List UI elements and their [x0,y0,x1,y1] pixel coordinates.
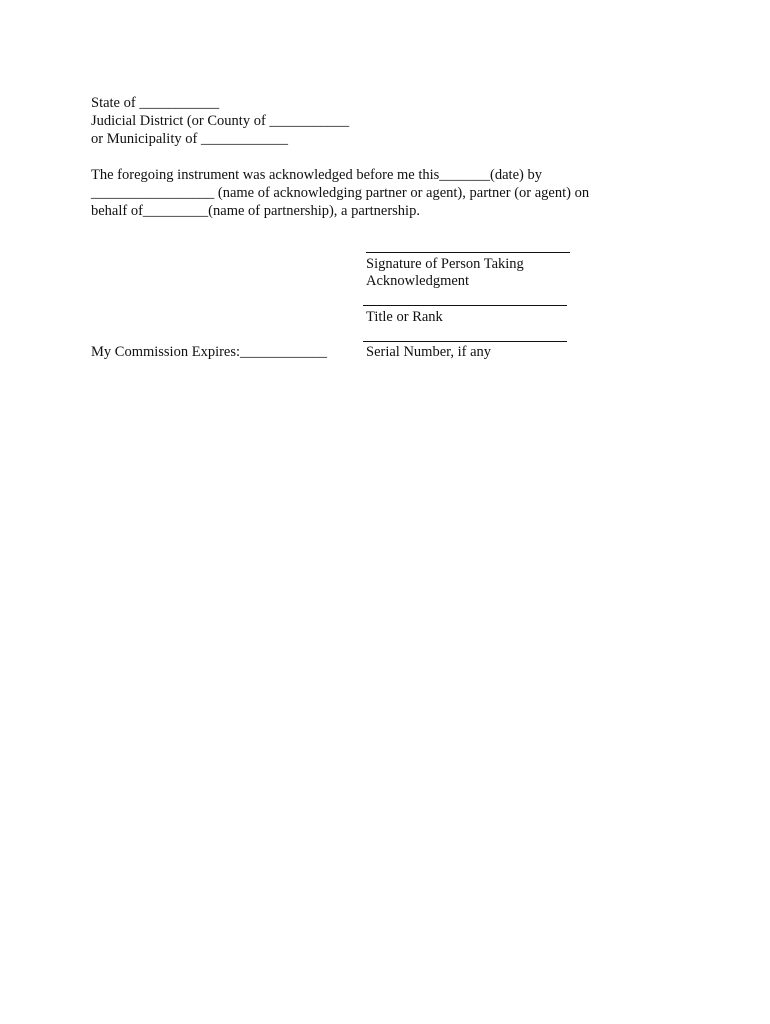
acknowledgment-line-1: The foregoing instrument was acknowledged before me this_______(date) by [91,167,542,183]
serial-rule [363,341,567,342]
judicial-district-line: Judicial District (or County of ___________ [91,113,350,129]
acknowledgment-line-2: _________________ (name of acknowledging partner or agent), partner (or agent) on [91,185,590,201]
state-line: State of ___________ [91,95,220,111]
acknowledgment-line-3: behalf of_________(name of partnership), a partnership. [91,203,420,219]
signature-label-2: Acknowledgment [366,273,470,289]
title-rule [363,305,567,306]
title-label: Title or Rank [366,309,443,325]
commission-expires-line: My Commission Expires:____________ [91,344,328,360]
serial-label: Serial Number, if any [366,344,492,360]
signature-rule [366,252,570,253]
municipality-line: or Municipality of ____________ [91,131,288,147]
signature-label-1: Signature of Person Taking [366,256,524,272]
